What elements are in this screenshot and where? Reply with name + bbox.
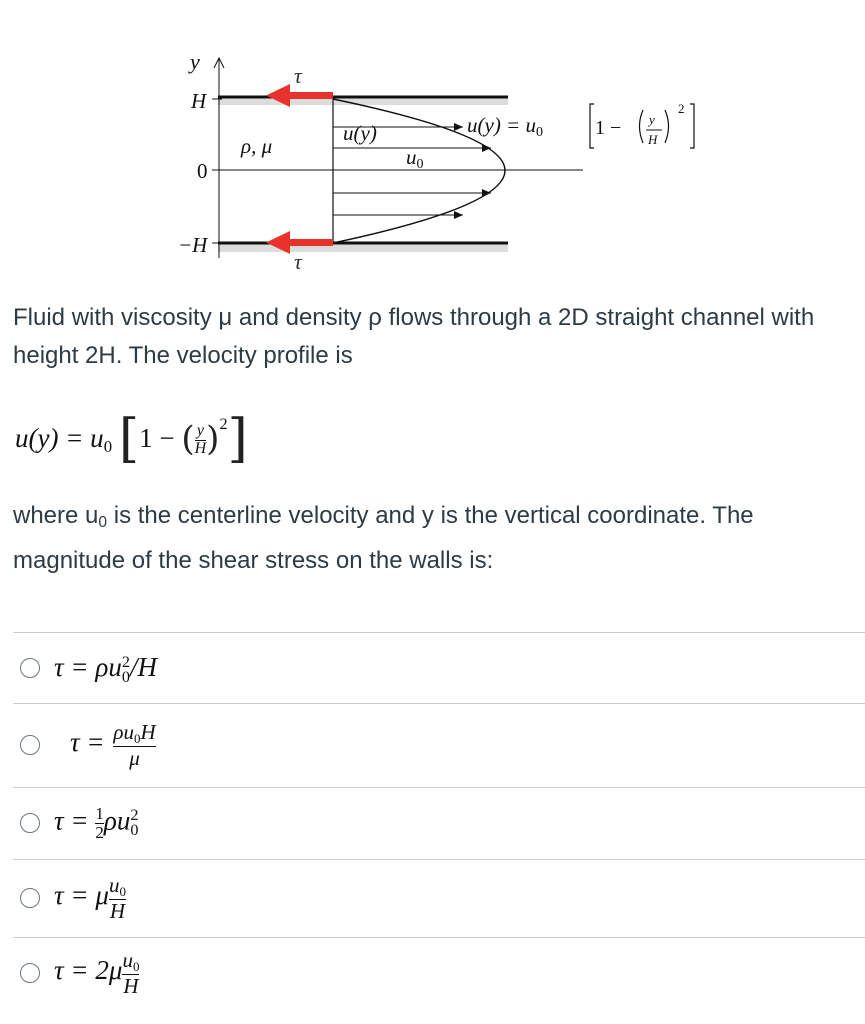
diagram-equation-power: 2 [678,101,685,116]
answer-option-2[interactable] [13,703,865,787]
question-text-intro: Fluid with viscosity μ and density ρ flows through a 2D straight channel with height 2H. The velocity profile is [13,304,815,369]
answer-1-formula: τ = ρu 2 0 /H [54,651,157,686]
radio-button-4[interactable] [20,888,40,908]
answer-option-4[interactable] [13,859,865,937]
tau-top-label: τ [294,63,302,88]
zero-label: 0 [197,159,208,183]
question-text-prompt: where u0 is the centerline velocity and y is the vertical coordinate. The magnitude of the shear stress on the walls is: [13,502,754,574]
diagram-equation-one-minus: 1 − [595,117,622,139]
answer-3-formula: τ = $\frac{1}{2}$ ρu 2 0 [54,803,139,842]
diagram-equation-frac-num: y [649,112,655,127]
H-label: H [191,89,207,113]
neg-H-label: −H [178,233,208,257]
answer-2-formula: τ = $\frac{\rho u_0H}{\mu}$ [70,720,156,770]
radio-button-2[interactable] [20,735,40,755]
diagram-equation-lhs: u(y) = u0 [467,113,543,140]
rho-mu-label: ρ, μ [241,134,273,158]
answer-option-3[interactable] [13,787,865,859]
diagram-equation-frac-den: H [648,132,658,147]
u-y-label: u(y) [343,121,377,145]
radio-button-5[interactable] [20,963,40,983]
radio-button-3[interactable] [20,813,40,833]
tau-bottom-label: τ [294,249,302,274]
y-axis-label: y [190,49,200,74]
channel-flow-diagram [0,0,865,290]
answer-option-5[interactable] [13,937,865,1009]
u0-label: u0 [406,145,424,172]
radio-button-1[interactable] [20,658,40,678]
answer-5-formula: τ = 2μ $\frac{u_0}{H}$ [54,948,140,998]
answer-option-1[interactable] [13,632,865,704]
question-equation: $u(y) = u_0$ [1 − ( $\frac{y}{H}$ )$^2$] [15,408,248,469]
answer-4-formula: τ = μ $\frac{u_0}{H}$ [54,873,126,923]
